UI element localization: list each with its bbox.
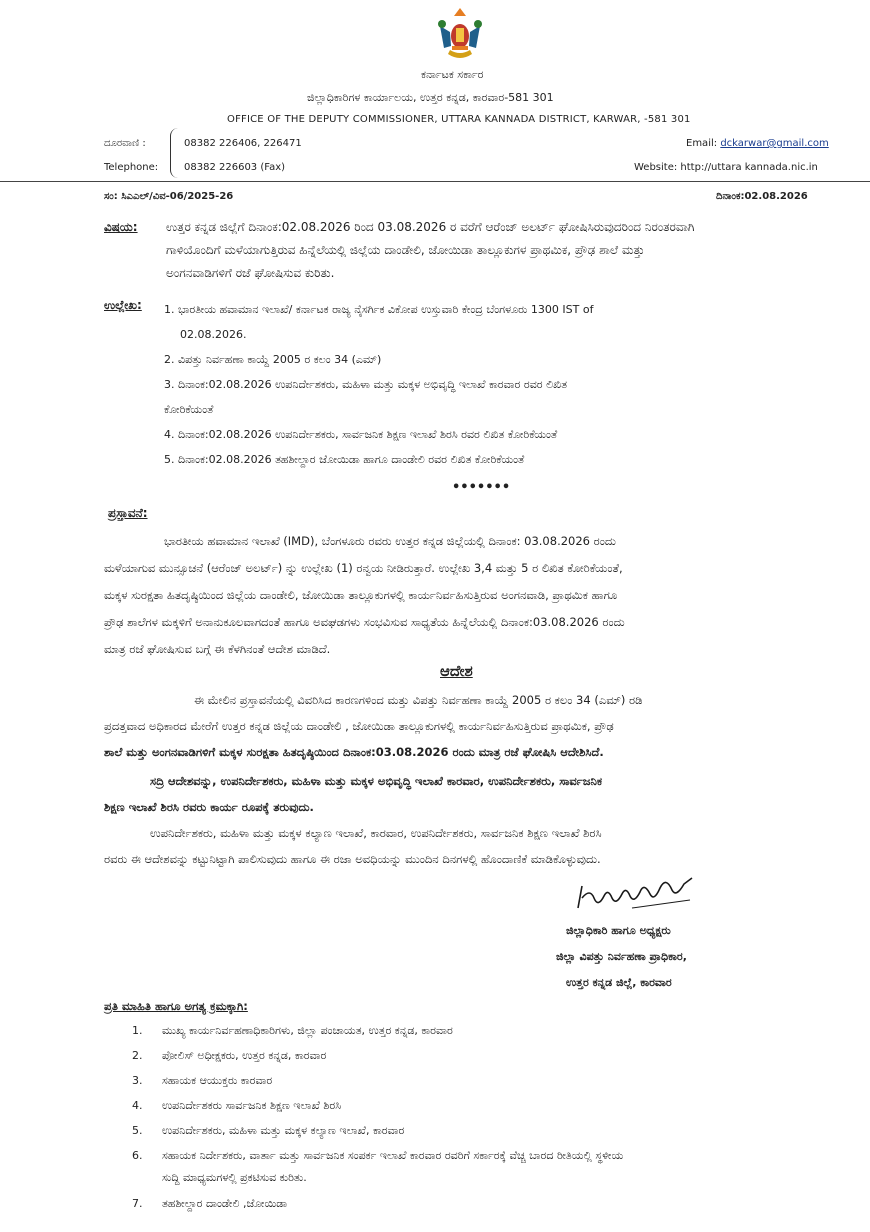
copy-item-number: 6.: [132, 1149, 143, 1162]
subject-text: [166, 216, 694, 285]
signatory-authority: ಜಿಲ್ಲಾ ವಿಪತ್ತು ನಿರ್ವಹಣಾ ಪ್ರಾಧಿಕಾರ,: [556, 950, 687, 963]
order-date: ದಿನಾಂಕ:02.08.2026: [716, 191, 808, 202]
order-paragraph-2: [104, 768, 602, 820]
header-divider: [0, 181, 870, 182]
reference-item: 02.08.2026.: [180, 328, 247, 341]
reference-item: 4. ದಿನಾಂಕ:02.08.2026 ಉಪನಿರ್ದೇಶಕರು, ಸಾರ್ವಜನಿಕ ಶಿಕ್ಷಣ ಇಲಾಖೆ ಶಿರಸಿ ರವರ ಲಿಖಿತ ಕೋರಿಕೆಯಂತೆ: [164, 428, 558, 441]
preamble-line: ಮಕ್ಕಳ ಸುರಕ್ಷತಾ ಹಿತದೃಷ್ಠಿಯಿಂದ ಜಿಲ್ಲೆಯ ದಾಂಡೇಲಿ, ಜೋಯಿಡಾ ತಾಲ್ಲೂಕುಗಳಲ್ಲಿ ಕಾರ್ಯನಿರ್ವಹಿಸುತ್ತಿರುವ ಅಂಗನವಾಡಿ, ಪ್ರಾಥಮಿಕ ಹಾಗೂ: [104, 588, 618, 602]
reference-item: 3. ದಿನಾಂಕ:02.08.2026 ಉಪನಿರ್ದೇಶಕರು, ಮಹಿಳಾ ಮತ್ತು ಮಕ್ಕಳ ಅಭಿವೃದ್ಧಿ ಇಲಾಖೆ ಕಾರವಾರ ರವರ ಲಿಖಿತ: [164, 378, 568, 391]
order-line: ಶಿಕ್ಷಣ ಇಲಾಖೆ ಶಿರಸಿ ರವರು ಕಾರ್ಯ ರೂಪಕ್ಕೆ ತರುವುದು.: [104, 800, 314, 814]
copy-to-label: ಪ್ರತಿ ಮಾಹಿತಿ ಹಾಗೂ ಅಗತ್ಯ ಕ್ರಮಕ್ಕಾಗಿ:: [104, 999, 248, 1013]
copy-item-text-continued: ಸುದ್ದಿ ಮಾಧ್ಯಮಗಳಲ್ಲಿ ಪ್ರಕಟಿಸುವ ಕುರಿತು.: [162, 1171, 307, 1184]
order-paragraph-3: [104, 820, 602, 872]
copy-item-text: ಉಪನಿರ್ದೇಶಕರು, ಮಹಿಳಾ ಮತ್ತು ಮಕ್ಕಳ ಕಲ್ಯಾಣ ಇಲಾಖೆ, ಕಾರವಾರ: [162, 1124, 405, 1137]
reference-item: ಕೋರಿಕೆಯಂತೆ: [164, 403, 214, 416]
email-link[interactable]: dckarwar@gmail.com: [720, 138, 829, 149]
copy-item-text: ಸಹಾಯಕ ಆಯುಕ್ತರು ಕಾರವಾರ: [162, 1074, 273, 1087]
copy-item-number: 4.: [132, 1099, 143, 1112]
order-line: ಪ್ರದತ್ತವಾದ ಅಧಿಕಾರದ ಮೇರೆಗೆ ಉತ್ತರ ಕನ್ನಡ ಜಿಲ್ಲೆಯ ದಾಂಡೇಲಿ , ಜೋಯಿಡಾ ತಾಲ್ಲೂಕುಗಳಲ್ಲಿ ಕಾರ್ಯನಿರ್ವಹಿಸುತ್ತಿರುವ ಪ್ರಾಥಮಿಕ, ಪ್ರೌಢ: [104, 719, 614, 733]
copy-item-text: ತಹಶೀಲ್ದಾರ ದಾಂಡೇಲಿ ,ಜೋಯಿಡಾ: [162, 1197, 288, 1210]
signature-scribble: [572, 868, 712, 918]
signatory-location: ಉತ್ತರ ಕನ್ನಡ ಜಿಲ್ಲೆ, ಕಾರವಾರ: [566, 976, 672, 989]
order-title: ಆದೇಶ: [440, 662, 473, 680]
karnataka-emblem-icon: [430, 6, 490, 62]
website-label: Website:: [634, 162, 678, 173]
reference-item: 2. ವಿಪತ್ತು ನಿರ್ವಹಣಾ ಕಾಯ್ದೆ 2005 ರ ಕಲಂ 34 (ಎಮ್): [164, 353, 382, 366]
reference-item: 5. ದಿನಾಂಕ:02.08.2026 ತಹಶೀಲ್ದಾರ ಜೋಯಿಡಾ ಹಾಗೂ ದಾಂಡೇಲಿ ರವರ ಲಿಖಿತ ಕೋರಿಕೆಯಂತೆ: [164, 453, 525, 466]
office-name-english: OFFICE OF THE DEPUTY COMMISSIONER, UTTARA KANNADA DISTRICT, KARWAR, -581 301: [227, 114, 691, 125]
preamble-line: ಪ್ರೌಢ ಶಾಲೆಗಳ ಮಕ್ಕಳಿಗೆ ಅನಾನುಕೂಲವಾಗದಂತೆ ಹಾಗೂ ಅವಘಡಗಳು ಸಂಭವಿಸುವ ಸಾಧ್ಯತೆಯ ಹಿನ್ನೆಲೆಯಲ್ಲಿ ದಿನಾಂಕ:03.08.2026 ರಂದು: [104, 615, 625, 629]
copy-item-number: 3.: [132, 1074, 143, 1087]
copy-item-text: ಉಪನಿರ್ದೇಶಕರು ಸಾರ್ವಜನಿಕ ಶಿಕ್ಷಣ ಇಲಾಖೆ ಶಿರಸಿ: [162, 1099, 342, 1112]
signatory-title: ಜಿಲ್ಲಾಧಿಕಾರಿ ಹಾಗೂ ಅಧ್ಯಕ್ಷರು: [566, 924, 671, 937]
copy-item-text: ಸಹಾಯಕ ನಿರ್ದೇಶಕರು, ವಾರ್ತಾ ಮತ್ತು ಸಾರ್ವಜನಿಕ ಸಂಪರ್ಕ ಇಲಾಖೆ ಕಾರವಾರ ರವರಿಗೆ ಸರ್ಕಾರಕ್ಕೆ ವೆಚ್ಚ ಬಾರದ ರೀತಿಯಲ್ಲಿ ಸ್ಥಳೀಯ: [162, 1149, 624, 1162]
copy-item-text: ಪೋಲಿಸ್ ಅಧೀಕ್ಷಕರು, ಉತ್ತರ ಕನ್ನಡ, ಕಾರವಾರ: [162, 1049, 327, 1062]
order-line: ಸದ್ರಿ ಆದೇಶವನ್ನು, ಉಪನಿರ್ದೇಶಕರು, ಮಹಿಳಾ ಮತ್ತು ಮಕ್ಕಳ ಅಭಿವೃದ್ಧಿ ಇಲಾಖೆ ಕಾರವಾರ, ಉಪನಿರ್ದೇಶಕರು, ಸಾರ್ವಜನಿಕ: [150, 774, 603, 788]
website-link[interactable]: http://uttara kannada.nic.in: [680, 162, 818, 173]
subject-line: ಅಂಗನವಾಡಿಗಳಿಗೆ ರಜೆ ಘೋಷಿಸುವ ಕುರಿತು.: [166, 266, 335, 280]
copy-item-number: 1.: [132, 1024, 143, 1037]
copy-item-text: ಮುಖ್ಯ ಕಾರ್ಯನಿರ್ವಹಣಾಧಿಕಾರಿಗಳು, ಜಿಲ್ಲಾ ಪಂಚಾಯತ, ಉತ್ತರ ಕನ್ನಡ, ಕಾರವಾರ: [162, 1024, 453, 1037]
phone-number-fax: 08382 226603 (Fax): [184, 162, 286, 173]
subject-line: ಉತ್ತರ ಕನ್ನಡ ಜಿಲ್ಲೆಗೆ ದಿನಾಂಕ:02.08.2026 ರಿಂದ 03.08.2026 ರ ವರೆಗೆ ಆರೆಂಜ್ ಅಲರ್ಟ್ ಘೋಷಿಸಿರುವುದರಿಂದ ನಿರಂತರವಾಗಿ: [166, 220, 695, 234]
email-row: [686, 138, 829, 149]
order-line: ಶಾಲೆ ಮತ್ತು ಅಂಗನವಾಡಿಗಳಿಗೆ ಮಕ್ಕಳ ಸುರಕ್ಷತಾ ಹಿತದೃಷ್ಠಿಯಿಂದ ದಿನಾಂಕ:03.08.2026 ರಂದು ಮಾತ್ರ ರಜೆ ಘೋಷಿಸಿ ಆದೇಶಿಸಿದೆ.: [104, 745, 604, 759]
website-row: [634, 162, 818, 173]
order-line: ಈ ಮೇಲಿನ ಪ್ರಸ್ತಾವನೆಯಲ್ಲಿ ವಿವರಿಸಿದ ಕಾರಣಗಳಿಂದ ಮತ್ತು ವಿಪತ್ತು ನಿರ್ವಹಣಾ ಕಾಯ್ದೆ 2005 ರ ಕಲಂ 34 (ಎಮ್) ರಡಿ: [194, 693, 643, 707]
references-list: [164, 297, 593, 472]
copy-item-number: 2.: [132, 1049, 143, 1062]
phone-label-english: Telephone:: [104, 162, 159, 173]
preamble-line: ಮಾತ್ರ ರಜೆ ಘೋಷಿಸುವ ಬಗ್ಗೆ ಈ ಕೆಳಗಿನಂತೆ ಆದೇಶ ಮಾಡಿದೆ.: [104, 642, 331, 656]
reference-number: ಸಂ: ಸಿಎಎಲ್/ವಿವ-06/2025-26: [104, 191, 234, 202]
order-paragraph-1: [104, 687, 642, 765]
subject-line: ಗಾಳಿಯೊಂದಿಗೆ ಮಳೆಯಾಗುತ್ತಿರುವ ಹಿನ್ನೆಲೆಯಲ್ಲಿ ಜಿಲ್ಲೆಯ ದಾಂಡೇಲಿ, ಜೋಯಿಡಾ ತಾಲ್ಲೂಕುಗಳ ಪ್ರಾಥಮಿಕ, ಪ್ರೌಢ ಶಾಲೆ ಮತ್ತು: [166, 243, 645, 257]
office-name-kannada: ಜಿಲ್ಲಾಧಿಕಾರಿಗಳ ಕಾರ್ಯಾಲಯ, ಉತ್ತರ ಕನ್ನಡ, ಕಾರವಾರ-581 301: [307, 91, 554, 104]
subject-label: ವಿಷಯ:: [104, 220, 138, 234]
references-label: ಉಲ್ಲೇಖ:: [104, 298, 142, 312]
reference-item: 1. ಭಾರತೀಯ ಹವಾಮಾನ ಇಲಾಖೆ/ ಕರ್ನಾಟಕ ರಾಜ್ಯ ನೈಸರ್ಗಿಕ ವಿಕೋಪ ಉಸ್ತುವಾರಿ ಕೇಂದ್ರ ಬೆಂಗಳೂರು 1300 IST of: [164, 303, 594, 316]
email-label: Email:: [686, 138, 718, 149]
government-name: ಕರ್ನಾಟಕ ಸರ್ಕಾರ: [421, 68, 484, 81]
preamble-label: ಪ್ರಸ್ತಾವನೆ:: [108, 506, 148, 520]
order-line: ರವರು ಈ ಆದೇಶವನ್ನು ಕಟ್ಟುನಿಟ್ಟಾಗಿ ಪಾಲಿಸುವುದು ಹಾಗೂ ಈ ರಜಾ ಅವಧಿಯನ್ನು ಮುಂದಿನ ದಿನಗಳಲ್ಲಿ ಹೊಂದಾಣಿಕೆ ಮಾಡಿಕೊಳ್ಳುವುದು.: [104, 852, 601, 866]
phone-label-kannada: ದೂರವಾಣಿ :: [104, 138, 146, 149]
brace-divider: [170, 128, 181, 178]
preamble-text: [104, 528, 625, 663]
order-line: ಉಪನಿರ್ದೇಶಕರು, ಮಹಿಳಾ ಮತ್ತು ಮಕ್ಕಳ ಕಲ್ಯಾಣ ಇಲಾಖೆ, ಕಾರವಾರ, ಉಪನಿರ್ದೇಶಕರು, ಸಾರ್ವಜನಿಕ ಶಿಕ್ಷಣ ಇಲಾಖೆ ಶಿರಸಿ: [150, 826, 602, 840]
preamble-line: ಮಳೆಯಾಗುವ ಮುನ್ಸೂಚನೆ (ಆರೆಂಜ್ ಅಲರ್ಟ್) ನ್ನು ಉಲ್ಲೇಖ (1) ರನ್ವಯ ನೀಡಿರುತ್ತಾರೆ. ಉಲ್ಲೇಖ 3,4 ಮತ್ತು 5 ರ ಲಿಖಿತ ಕೋರಿಕೆಯಂತೆ,: [104, 561, 623, 575]
separator-dots: •••••••: [452, 480, 511, 495]
preamble-line: ಭಾರತೀಯ ಹವಾಮಾನ ಇಲಾಖೆ (IMD), ಬೆಂಗಳೂರು ರವರು ಉತ್ತರ ಕನ್ನಡ ಜಿಲ್ಲೆಯಲ್ಲಿ ದಿನಾಂಕ: 03.08.2026 ರಂದು: [164, 534, 616, 548]
phone-number-1: 08382 226406, 226471: [184, 138, 302, 149]
copy-item-number: 7.: [132, 1197, 143, 1210]
copy-item-number: 5.: [132, 1124, 143, 1137]
